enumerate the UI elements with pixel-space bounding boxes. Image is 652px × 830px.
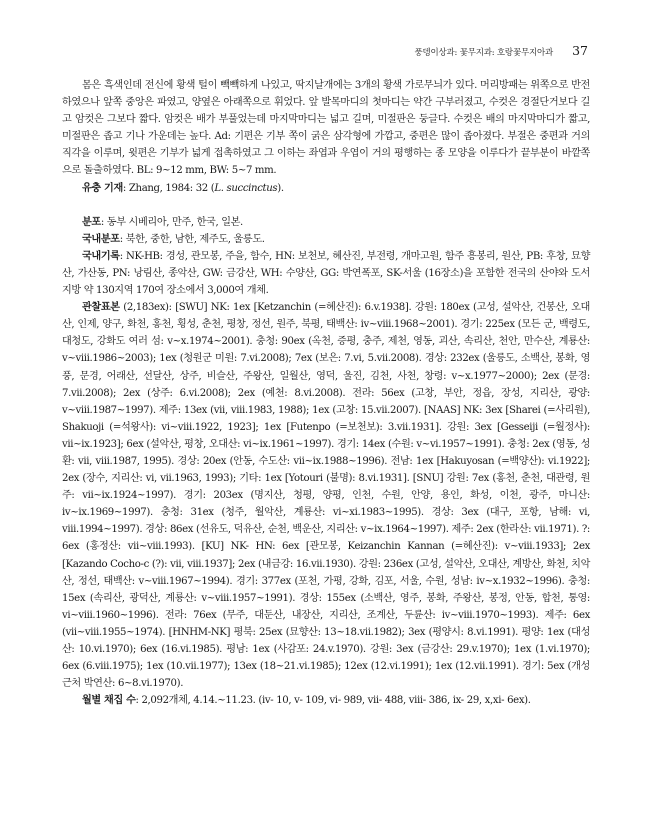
page-body <box>62 77 590 709</box>
larva-label: 유충 기재 <box>82 181 123 194</box>
domestic-records-paragraph <box>62 248 590 299</box>
domestic-distribution-paragraph <box>62 231 590 248</box>
monthly-collection-paragraph <box>62 692 590 709</box>
larva-species: L. succinctus <box>214 182 278 194</box>
examined-text: (2,183ex): [SWU] NK: 1ex [Ketzanchin (=혜산진): 6.v.1938]. 강원: 180ex (고성, 설악산, 건봉산, 오대산, 인제, 양구, 화천, 홍천, 횡성, 춘천, 평창, 정선, 원주, 북평, 태백산: iv~viii.1968~2001). 경기: 225ex (모든 군, 백령도, 대청도, 강화도 여러 섬: v~x.1974~2001). 충청: 90ex (옥천, 증평, 충주, 제천, 영동, 괴산, 속리산, 천안, 만수산, 계룡산: v~viii.1986~2003); 1ex (청원군 미원: 7.vi.2008); 7ex (보은: 7.vi, 5.vii.2008). 경상: 232ex (울릉도, 소백산, 봉화, 영풍, 문경, 어래산, 선달산, 상주, 비슬산, 주왕산, 일월산, 영덕, 울진, 김천, 사천, 창령: v~x.1977~2000); 2ex (문경: 7.vii.2008); 2ex (상주: 6.vi.2008); 2ex (예천: 8.vi.2008). 전라: 56ex (고창, 부안, 정읍, 장성, 지리산, 광양: v~viii.1987~1997). 제주: 13ex (vii, viii.1983, 1988); 1ex (고창: 15.vii.2007). [NAAS] NK: 3ex [Sharei (=사리원), Shakuoji (=석왕사): vi~viii.1922, 1923]; 1ex [Futenpo (=보천보): 3.vii.1931]. 강원: 3ex [Gesseiji (=월정사): vii~ix.1923]; 6ex (설악산, 평창, 오대산: vi~ix.1961~1997). 경기: 14ex (수원: v~vi.1957~1991). 충청: 2ex (영동, 성환: vii, viii.1987, 1995). 경상: 20ex (안동, 수도산: vii~ix.1988~1996). 전남: 1ex [Hakuyosan (=백양산): vi.1922]; 2ex (장수, 지리산: vi, vii.1963, 1993); 기타: 1ex [Yotouri (불명): 8.vi.1931]. [SNU] 강원: 7ex (홍천, 춘천, 대관령, 원주: vii~ix.1924~1997). 경기: 203ex (명지산, 청평, 양평, 인천, 수원, 안양, 용인, 화성, 이천, 광주, 마니산: iv~ix.1969~1997). 충청: 31ex (청주, 월악산, 계룡산: vi~xi.1983~1995). 경상: 3ex (대구, 포항, 남해: vi, viii.1994~1997). 경상: 86ex (선유도, 덕유산, 순천, 백운산, 지리산: v~ix.1964~1997). 제주: 2ex (한라산: vii.1971). ?: 6ex (홍정산: vii~viii.1993). [KU] NK- HN: 6ex [관모봉, Keizanchin Kannan (=혜산진): v~viii.1933]; 2ex [Kazando Cocho-c (?): vii, viii.1937]; 2ex (내금강: 16.vii.1930). 강원: 236ex (고성, 설악산, 오대산, 계방산, 화천, 치악산, 정선, 태백산: v~viii.1967~1994). 경기: 377ex (포천, 가평, 강화, 김포, 서울, 수원, 성남: iv~x.1932~1996). 충청: 15ex (속리산, 광덕산, 계룡산: v~viii.1957~1991). 경상: 155ex (소백산, 영주, 봉화, 주왕산, 봉정, 안동, 합천, 통영: vi~viii.1960~1996). 전라: 76ex (무주, 대둔산, 내장산, 지리산, 조계산, 두륜산: iv~viii.1970~1993). 제주: 6ex (vii~viii.1955~1974). [HNHM-NK] 평북: 25ex (묘향산: 13~18.vii.1982); 3ex (평양시: 8.vi.1991). 평양: 1ex (대성산: 10.vi.1970); 6ex (16.vi.1985). 평남: 1ex (사감포: 24.v.1970). 강원: 3ex (금강산: 29.v.1970); 1ex (1.vi.1970); 6ex (6.viii.1975); 1ex (10.vii.1977); 13ex (18~21.vi.1985); 12ex (12.vi.1991); 1ex (12.vii.1991). 경기: 5ex (개성 근처 박연산: 6~8.vi.1970). <box>62 302 590 690</box>
domestic-distribution-label: 국내분포 <box>82 232 120 245</box>
running-head <box>0 43 652 62</box>
larva-text-post: ). <box>277 182 284 194</box>
distribution-paragraph <box>62 214 590 231</box>
section-gap <box>62 197 590 214</box>
running-title: 풍뎅이상과: 꽃무지과: 호랑꽃무지아과 <box>414 48 553 58</box>
larva-description <box>62 180 590 197</box>
description-paragraph: 몸은 흑색인데 전신에 황색 털이 빽빽하게 나있고, 딱지날개에는 3개의 황색 가로무늬가 있다. 머리방패는 위쪽으로 반전하였으나 앞쪽 중앙은 파였고, 양옆은 아래쪽으로 휘었다. 앞 발목마디의 첫마디는 약간 구부러졌고, 수컷은 경절단거보다 길고 암컷은 그보다 짧다. 암컷은 배가 부풀었는데 마지막마디는 넓고 길며, 미절판은 둥글다. 수컷은 배의 마지막마디가 짧고, 미절판은 좁고 기나 가운데는 높다. Ad: 기편은 기부 쪽이 굵은 삼각형에 가깝고, 중편은 많이 좁아졌다. 부절은 중편과 거의 직각을 이루며, 윗편은 기부가 넓게 접촉하였고 그 이하는 좌엽과 우엽이 거의 평행하는 종 모양을 이루다가 끝부분이 바깥쪽으로 돌출하였다. BL: 9~12 mm, BW: 5~7 mm. <box>62 80 591 177</box>
examined-specimens-paragraph <box>62 299 590 692</box>
domestic-records-label: 국내기록 <box>82 249 120 262</box>
distribution-text: : 동부 시베리아, 만주, 한국, 일본. <box>100 216 243 228</box>
monthly-label: 월별 채집 수 <box>82 694 136 707</box>
page-number: 37 <box>572 43 588 58</box>
domestic-records-text: : NK-HB: 경성, 관모봉, 주을, 함수, HN: 보천보, 혜산진, 부전령, 개마고원, 함주 흥봉리, 원산, PB: 후창, 묘향산, 가산동, PN: 낭림산, 종악산, GW: 금강산, WH: 수양산, GG: 박연폭포, SK-서울 (16장소)을 포함한 전국의 산야와 도서지방 약 130지역 170여 장소에서 3,000여 개체. <box>62 250 590 297</box>
monthly-text: : 2,092개체, 4.14.~11.23. (iv- 10, v- 109, vi- 989, vii- 488, viii- 386, ix- 29, x,xi- 6ex). <box>135 695 531 707</box>
distribution-label: 분포 <box>82 215 101 228</box>
larva-text-pre: : Zhang, 1984: 32 ( <box>122 182 215 194</box>
examined-label: 관찰표본 <box>82 301 120 314</box>
domestic-distribution-text: : 북한, 중한, 남한, 제주도, 울릉도. <box>119 233 265 245</box>
